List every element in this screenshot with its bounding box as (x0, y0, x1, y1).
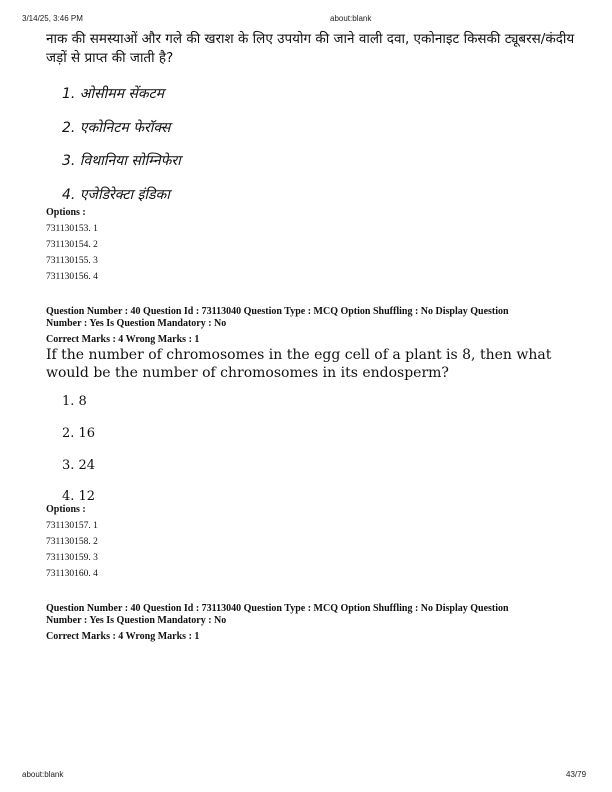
print-page-title: about:blank (330, 14, 372, 23)
option-id: 731130156. 4 (46, 272, 98, 282)
option-4: 4. एजेडिरेक्टा इंडिका (62, 187, 170, 203)
option-3: 3. 24 (62, 458, 96, 473)
question-meta-line: Number : Yes Is Question Mandatory : No (46, 615, 227, 626)
question-text: नाक की समस्याओं और गले की खराश के लिए उपयोग की जाने वाली दवा, एकोनाइट किसकी ट्यूबरस/कंदीय जड़ों से प्राप्त की जाती है? (46, 31, 575, 66)
question-text: If the number of chromosomes in the egg cell of a plant is 8, then what would be the number of chromosomes in its endosperm? (46, 347, 552, 381)
option-1: 1. 8 (62, 394, 87, 409)
option-2: 2. एकोनिटम फेरॉक्स (62, 120, 171, 136)
options-label: Options : (46, 504, 86, 515)
options-label: Options : (46, 207, 86, 218)
question-meta-line: Question Number : 40 Question Id : 73113040 Question Type : MCQ Option Shuffling : No Display Question (46, 603, 509, 614)
option-1: 1. ओसीमम सेंकटम (62, 86, 165, 102)
marks-info: Correct Marks : 4 Wrong Marks : 1 (46, 334, 200, 345)
option-id: 731130160. 4 (46, 569, 98, 579)
option-id: 731130159. 3 (46, 553, 98, 563)
option-id: 731130158. 2 (46, 537, 98, 547)
marks-info: Correct Marks : 4 Wrong Marks : 1 (46, 631, 200, 642)
option-id: 731130153. 1 (46, 224, 98, 234)
option-2: 2. 16 (62, 426, 96, 441)
option-id: 731130155. 3 (46, 256, 98, 266)
question-meta (46, 306, 566, 330)
page-number: 43/79 (566, 770, 587, 779)
question-meta (46, 603, 566, 627)
option-id: 731130157. 1 (46, 521, 98, 531)
option-id: 731130154. 2 (46, 240, 98, 250)
question-meta-line: Question Number : 40 Question Id : 73113040 Question Type : MCQ Option Shuffling : No Display Question (46, 306, 509, 317)
question-meta-line: Number : Yes Is Question Mandatory : No (46, 318, 227, 329)
option-4: 4. 12 (62, 489, 96, 504)
print-datetime: 3/14/25, 3:46 PM (22, 14, 83, 23)
option-3: 3. विथानिया सोम्निफेरा (62, 153, 181, 169)
footer-url: about:blank (22, 770, 64, 779)
